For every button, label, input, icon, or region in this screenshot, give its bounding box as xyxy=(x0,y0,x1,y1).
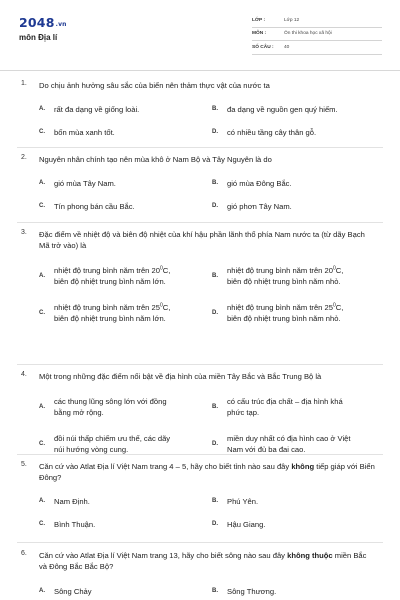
question-2: 2. Nguyên nhân chính tạo nên mùa khô ở Nam Bộ và Tây Nguyên là do A. gió mùa Tây Nam. B. gió mùa Đông Bắc. C. Tín phong bán cầu Bắc. D. gió phơn Tây Nam. xyxy=(17,154,383,220)
site-logo[interactable]: 2048.vn xyxy=(19,15,67,30)
question-divider xyxy=(17,542,383,543)
question-divider xyxy=(17,222,383,223)
question-text: Nguyên nhân chính tạo nên mùa khô ở Nam Bộ và Tây Nguyên là do xyxy=(39,155,272,164)
question-text: Do chịu ảnh hưởng sâu sắc của biển nên thảm thực vật của nước ta xyxy=(39,81,270,90)
question-divider xyxy=(17,364,383,365)
question-number: 4. xyxy=(21,371,27,378)
meta-row-count: SỐ CÂU : 40 xyxy=(252,41,382,55)
exam-meta-table xyxy=(252,14,382,55)
question-5: 5. Căn cứ vào Atlat Địa lí Việt Nam trang 4 – 5, hãy cho biết tỉnh nào sau đây không tiếp giáp với Biển Đông? A. Nam Định. B. Phú Yên. C. Bình Thuận. D. Hậu Giang. xyxy=(21,461,375,529)
question-divider xyxy=(17,147,383,148)
document-header xyxy=(0,0,400,64)
question-4: 4. Một trong những đặc điểm nổi bật về địa hình của miền Tây Bắc và Bắc Trung Bộ là A. các thung lũng sông lớn với đồng bằng mở rộng. B. có cấu trúc địa chất – địa hình khá phức tạp. C. đồi núi thấp chiếm ưu thế, các dãy núi hướng vòng cung. D. miền duy nhất có địa hình cao ở Việt Nam với đủ ba đai cao. xyxy=(17,371,383,466)
question-3: 3. Đặc điểm về nhiệt độ và biên độ nhiệt của khí hậu phần lãnh thổ phía Nam nước ta (từ dãy Bạch Mã trở vào) là A. nhiệt độ trung bình năm trên $20^0C$, biên độ nhiệt trung bình năm lớn. B. nhiệt độ trung bình năm trên $20^0C$, biên độ nhiệt trung bình năm nhỏ. C. nhiệt độ trung bình năm trên $25^0C$, biên độ nhiệt trung bình năm lớn. D. nhiệt độ trung bình năm trên $25^0C$, biên độ nhiệt trung bình năm nhỏ. xyxy=(17,229,383,359)
question-number: 3. xyxy=(21,229,27,236)
question-divider xyxy=(17,454,383,455)
header-divider xyxy=(0,70,400,71)
question-1: 1. Do chịu ảnh hưởng sâu sắc của biển nên thảm thực vật của nước ta A. rất đa dạng về giống loài. B. đa dạng về nguồn gen quý hiếm. C. bốn mùa xanh tốt. D. có nhiều tầng cây thân gỗ. xyxy=(17,80,383,146)
question-text: Căn cứ vào Atlat Địa lí Việt Nam trang 13, hãy cho biết sông nào sau đây không thuộc miền Bắc và Đông Bắc Bắc Bộ? xyxy=(39,551,367,571)
question-number: 6. xyxy=(21,550,27,557)
question-number: 5. xyxy=(21,461,27,468)
meta-row-subject: MÔN : Ôn thi khoa học xã hội xyxy=(252,28,382,42)
subject-title: môn Địa lí xyxy=(19,33,58,42)
question-text: Căn cứ vào Atlat Địa lí Việt Nam trang 4 – 5, hãy cho biết tỉnh nào sau đây không tiếp giáp với Biển Đông? xyxy=(39,462,375,482)
question-6: 6. Căn cứ vào Atlat Địa lí Việt Nam trang 13, hãy cho biết sông nào sau đây không thuộc miền Bắc và Đông Bắc Bắc Bộ? A. Sông Chảy B. Sông Thương. xyxy=(17,550,383,598)
meta-row-class: LỚP : Lớp 12 xyxy=(252,14,382,28)
question-text: Một trong những đặc điểm nổi bật về địa hình của miền Tây Bắc và Bắc Trung Bộ là xyxy=(39,372,322,381)
question-number: 1. xyxy=(21,80,27,87)
question-text: Đặc điểm về nhiệt độ và biên độ nhiệt của khí hậu phần lãnh thổ phía Nam nước ta (từ dãy Bạch Mã trở vào) là xyxy=(39,230,365,250)
question-number: 2. xyxy=(21,154,27,161)
